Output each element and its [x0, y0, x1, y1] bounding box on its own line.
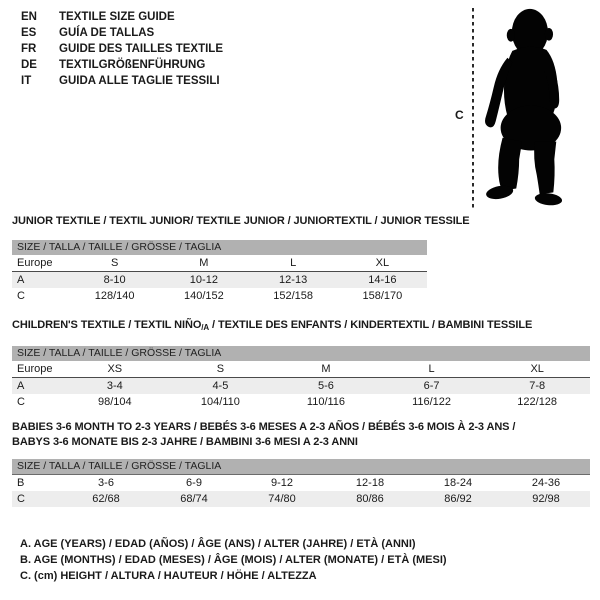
babies-size-table	[12, 459, 590, 507]
language-row	[21, 25, 223, 41]
value-cell: 92/98	[532, 493, 560, 505]
footnotes	[20, 538, 447, 586]
children-title-subscript: /A	[201, 323, 210, 332]
language-code: EN	[21, 11, 37, 23]
value-cell: 68/74	[180, 493, 208, 505]
value-cell: 158/170	[362, 290, 403, 302]
row-label-cell: A	[17, 274, 25, 286]
row-label-cell: C	[17, 493, 25, 505]
value-cell: 152/158	[273, 290, 313, 302]
table-row	[12, 272, 427, 288]
table-row	[12, 255, 427, 272]
children-title-text: / TEXTILE DES ENFANTS / KINDERTEXTIL / BAMBINI TESSILE	[209, 319, 533, 331]
value-cell: 8-10	[103, 274, 126, 286]
babies-table-title	[12, 420, 572, 450]
children-title-text: CHILDREN'S TEXTILE / TEXTIL NIÑO	[12, 319, 202, 331]
language-row	[21, 57, 223, 73]
value-cell: 12-18	[355, 477, 385, 489]
row-label-cell: B	[17, 477, 25, 489]
value-cell: 110/116	[306, 396, 346, 408]
junior-size-table	[12, 240, 427, 304]
language-label: TEXTILGRÖßENFÜHRUNG	[59, 59, 206, 71]
value-cell: 98/104	[97, 396, 132, 408]
row-label-cell: Europe	[17, 363, 53, 375]
language-code: ES	[21, 27, 37, 39]
value-cell: 5-6	[318, 380, 334, 392]
height-dashed-line	[472, 8, 474, 208]
value-cell: 12-13	[279, 274, 308, 286]
children-table-title	[12, 319, 532, 332]
height-c-label: C	[455, 108, 464, 122]
language-row	[21, 9, 223, 25]
row-label-cell: C	[17, 290, 25, 302]
language-label: GUÍA DE TALLAS	[59, 27, 155, 39]
value-cell: 18-24	[443, 477, 473, 489]
footnote-b: B. AGE (MONTHS) / EDAD (MESES) / ÂGE (MOIS) / ALTER (MONATE) / ETÀ (MESI)	[20, 554, 447, 566]
value-cell: 6-9	[186, 477, 202, 489]
language-label: GUIDA ALLE TAGLIE TESSILI	[59, 75, 220, 87]
table-row	[12, 475, 590, 491]
value-cell: 62/68	[92, 493, 120, 505]
size-header-bar: SIZE / TALLA / TAILLE / GRÖSSE / TAGLIA	[12, 346, 590, 361]
size-cell: S	[216, 363, 225, 375]
value-cell: 122/128	[517, 396, 558, 408]
value-cell: 24-36	[531, 477, 561, 489]
value-cell: 80/86	[356, 493, 384, 505]
junior-table-title: JUNIOR TEXTILE / TEXTIL JUNIOR/ TEXTILE JUNIOR / JUNIORTEXTIL / JUNIOR TESSILE	[12, 215, 470, 227]
size-cell: M	[199, 257, 209, 269]
language-list	[21, 9, 223, 89]
value-cell: 86/92	[444, 493, 472, 505]
value-cell: 140/152	[183, 290, 224, 302]
size-cell: L	[428, 363, 435, 375]
size-cell: XL	[375, 257, 390, 269]
children-size-table	[12, 346, 590, 410]
babies-title-line1: BABIES 3-6 MONTH TO 2-3 YEARS / BEBÉS 3-6 MESES A 2-3 AÑOS / BÉBÉS 3-6 MOIS À 2-3 ANS /	[12, 421, 516, 433]
size-cell: S	[110, 257, 119, 269]
size-cell: XS	[107, 363, 123, 375]
size-cell: L	[290, 257, 297, 269]
language-label: GUIDE DES TAILLES TEXTILE	[59, 43, 223, 55]
table-row	[12, 378, 590, 394]
language-row	[21, 73, 223, 89]
row-label-cell: Europe	[17, 257, 53, 269]
value-cell: 7-8	[529, 380, 546, 392]
size-cell: XL	[530, 363, 544, 375]
footnote-a: A. AGE (YEARS) / EDAD (AÑOS) / ÂGE (ANS) / ALTER (JAHRE) / ETÀ (ANNI)	[20, 538, 416, 550]
language-code: FR	[21, 43, 37, 55]
row-label-cell: C	[17, 396, 25, 408]
size-header-bar: SIZE / TALLA / TAILLE / GRÖSSE / TAGLIA	[12, 459, 590, 475]
language-code: DE	[21, 59, 37, 71]
table-row	[12, 361, 590, 378]
language-row	[21, 41, 223, 57]
babies-title-line2: BABYS 3-6 MONATE BIS 2-3 JAHRE / BAMBINI 3-6 MESI A 2-3 ANNI	[12, 436, 358, 448]
value-cell: 9-12	[270, 477, 294, 489]
row-label-cell: A	[17, 380, 25, 392]
language-code: IT	[21, 75, 32, 87]
size-cell: M	[321, 363, 331, 375]
value-cell: 4-5	[212, 380, 229, 392]
table-row	[12, 288, 427, 304]
baby-silhouette	[481, 5, 571, 210]
value-cell: 3-6	[98, 477, 114, 489]
value-cell: 10-12	[189, 274, 218, 286]
value-cell: 6-7	[423, 380, 440, 392]
table-row	[12, 491, 590, 507]
value-cell: 128/140	[94, 290, 135, 302]
value-cell: 14-16	[368, 274, 397, 286]
footnote-c: C. (cm) HEIGHT / ALTURA / HAUTEUR / HÖHE / ALTEZZA	[20, 570, 317, 582]
language-label: TEXTILE SIZE GUIDE	[59, 11, 175, 23]
value-cell: 3-4	[106, 380, 123, 392]
value-cell: 104/110	[200, 396, 240, 408]
size-header-bar: SIZE / TALLA / TAILLE / GRÖSSE / TAGLIA	[12, 240, 427, 255]
value-cell: 116/122	[412, 396, 452, 408]
value-cell: 74/80	[268, 493, 296, 505]
table-row	[12, 394, 590, 410]
